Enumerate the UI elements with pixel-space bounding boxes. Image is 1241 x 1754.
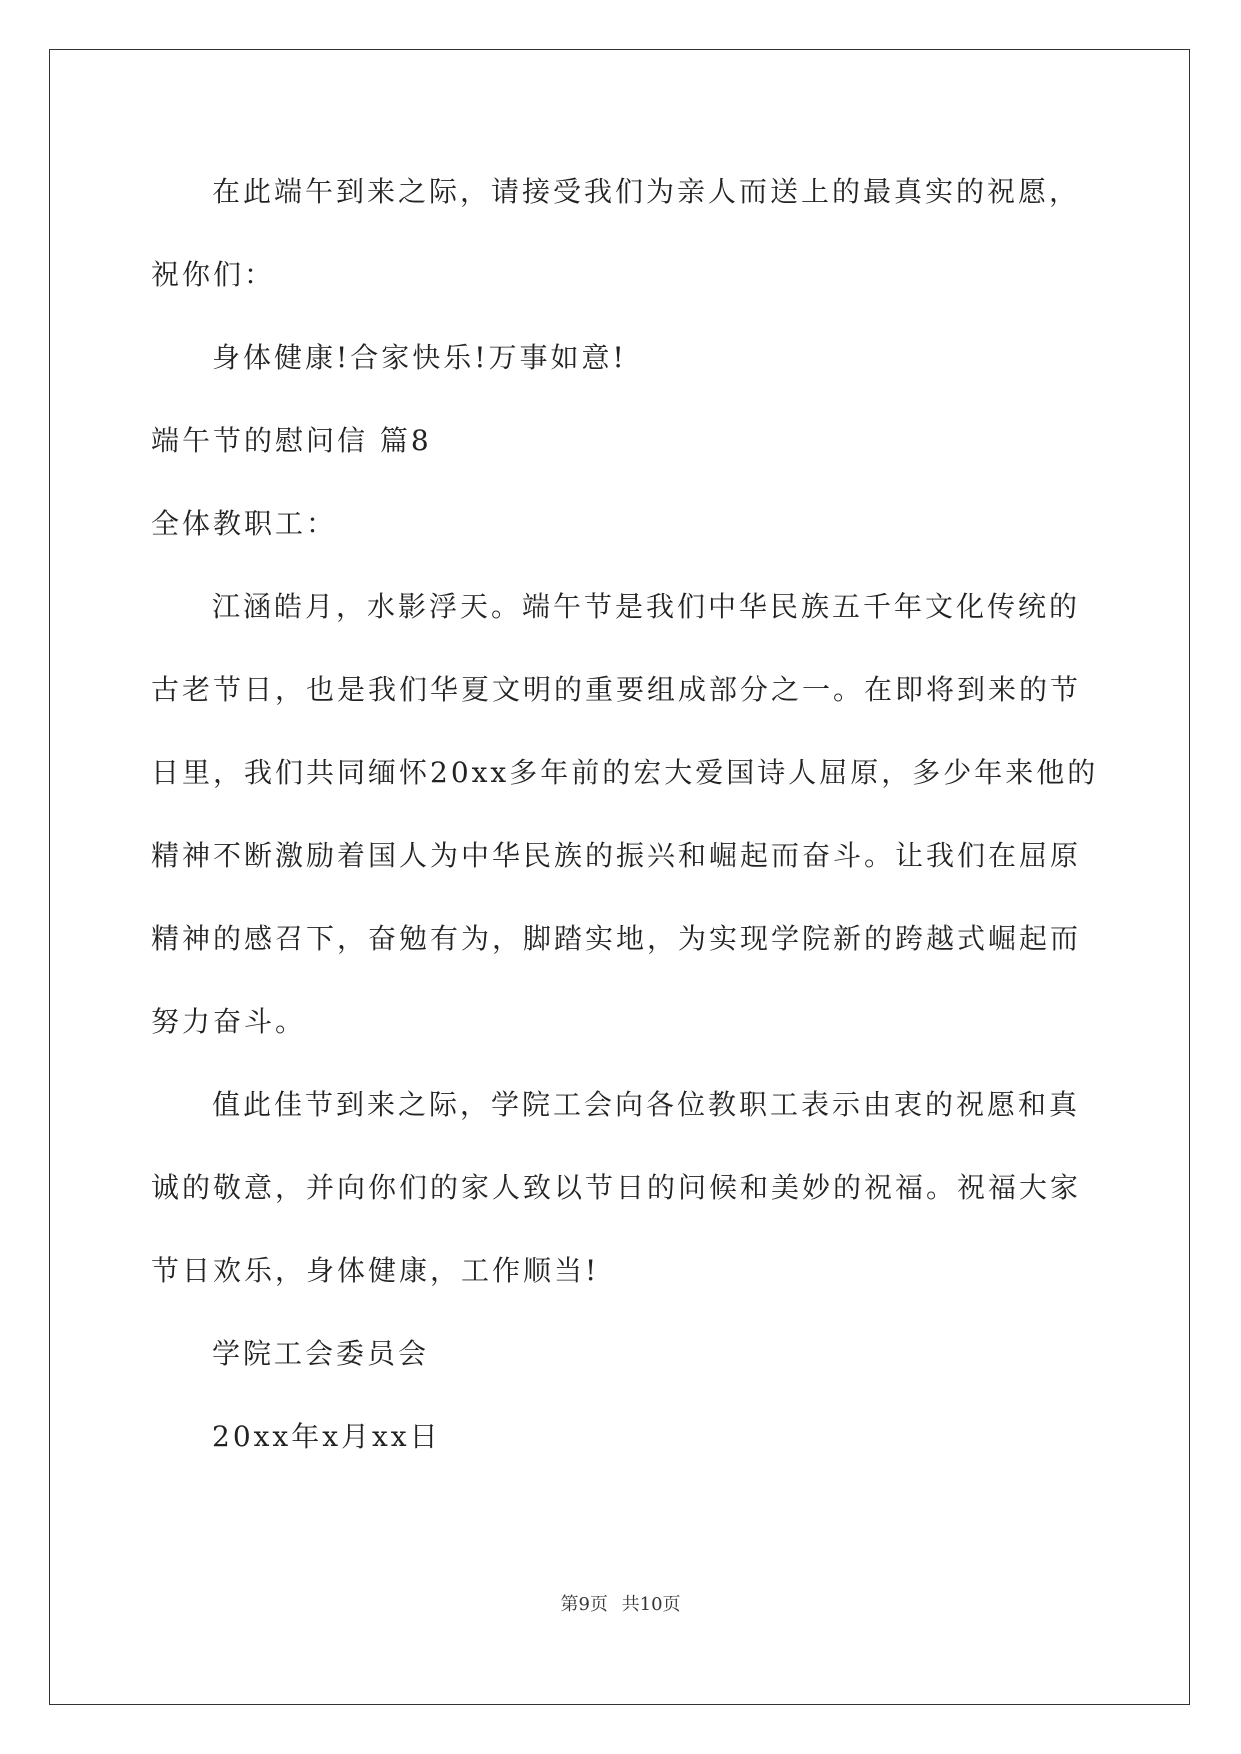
paragraph-line: 努力奋斗。 [151,1005,307,1038]
signature-org: 学院工会委员会 [212,1337,430,1370]
paragraph-line: 日里，我们共同缅怀20xx多年前的宏大爱国诗人屈原，多少年来他的 [151,756,1099,789]
paragraph-line: 诚的敬意，并向你们的家人致以节日的问候和美妙的祝福。祝福大家 [151,1171,1082,1204]
paragraph-line: 节日欢乐，身体健康，工作顺当! [151,1254,600,1287]
salutation: 全体教职工： [151,507,338,540]
page-total: 共10页 [621,1594,681,1615]
paragraph-line: 祝你们： [151,258,276,291]
paragraph-line: 古老节日，也是我们华夏文明的重要组成部分之一。在即将到来的节 [151,673,1082,706]
signature-date: 20xx年x月xx日 [212,1420,441,1453]
paragraph-line: 值此佳节到来之际，学院工会向各位教职工表示由衷的祝愿和真 [212,1088,1081,1121]
paragraph-line: 在此端午到来之际，请接受我们为亲人而送上的最真实的祝愿， [212,175,1081,208]
page-number: 第9页 [560,1594,608,1615]
section-heading: 端午节的慰问信 篇8 [151,424,432,457]
page-footer [0,1593,1241,1617]
paragraph-line: 身体健康!合家快乐!万事如意! [212,341,627,374]
paragraph-line: 精神的感召下，奋勉有为，脚踏实地，为实现学院新的跨越式崛起而 [151,922,1082,955]
paragraph-line: 江涵皓月，水影浮天。端午节是我们中华民族五千年文化传统的 [212,590,1081,623]
paragraph-line: 精神不断激励着国人为中华民族的振兴和崛起而奋斗。让我们在屈原 [151,839,1082,872]
